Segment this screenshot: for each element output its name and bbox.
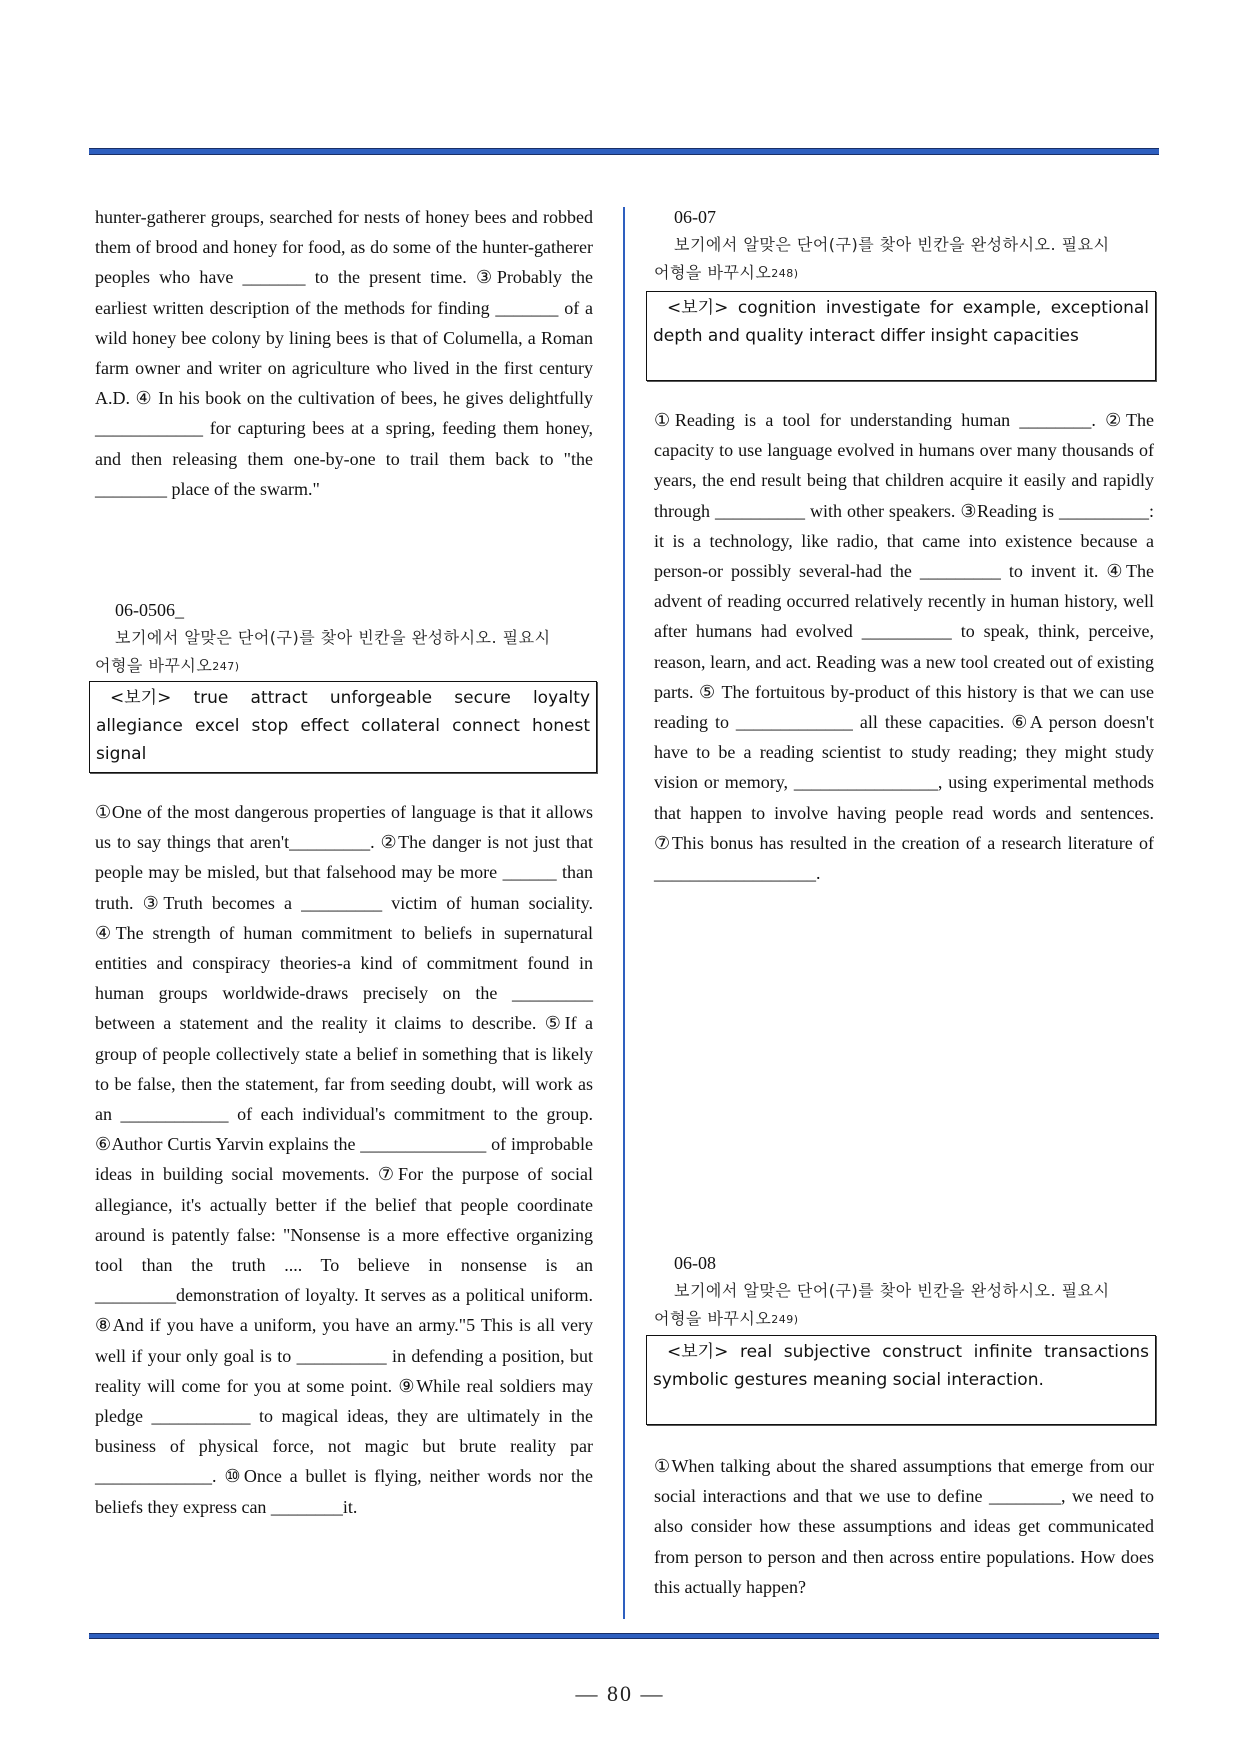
footnote-ref: 248) (771, 267, 799, 280)
word-bank-label: <보기> (667, 298, 729, 318)
passage-text: ①One of the most dangerous properties of language is that it allows us to say things that aren't_________. ②The danger is not just that people may be misled, but that falsehood may be more ______ than truth. ③Truth becomes a _________ victim of human sociality. ④The strength of human commitment to beliefs in supernatural entities and conspiracy theories-a kind of commitment found in human groups worldwide-draws precisely on the _________ between a statement and the reality it claims to describe. ⑤If a group of people collectively state a belief in something that is likely to be false, then the statement, far from seeding doubt, will work as an ____________ of each individual's commitment to the group. ⑥Author Curtis Yarvin explains the ______________ of improbable ideas in building social movements. ⑦For the purpose of social allegiance, it's actually better if the belief that people coordinate around is patently false: "Nonsense is a more effective organizing tool than the truth .... To believe in nonsense is an _________demonstration of loyalty. It serves as a political uniform. ⑧And if you have a uniform, you have an army."5 This is all very well if your only goal is to __________ in defending a position, but reality will come for you at some point. ⑨While real soldiers may pledge ___________ to magical ideas, they are ultimately in the business of physical force, not magic but brute reality par _____________. ⑩Once a bullet is flying, neither words nor the beliefs they express can ________it. (95, 802, 593, 1517)
footnote-ref: 247) (212, 660, 240, 673)
word-bank-box (646, 1335, 1156, 1425)
question-instruction: 보기에서 알맞은 단어(구)를 찾아 빈칸을 완성하시오. 필요시 어형을 바꾸시오$^{247)}$ (95, 628, 551, 675)
word-bank-words: real subjective construct infinite transactions symbolic gestures meaning social interaction. (653, 1342, 1149, 1390)
question-number: 06-0506_ (115, 600, 184, 620)
header-rule (89, 148, 1159, 155)
passage-intro: hunter-gatherer groups, searched for nests of honey bees and robbed them of brood and honey for food, as do some of the hunter-gatherer peoples who have _______ to the present time. ③Probably the earliest written description of the methods for finding _______ of a wild honey bee colony by lining bees is that of Columella, a Roman farm owner and writer on agriculture who lived in the first century A.D. ④ In his book on the cultivation of bees, he gives delightfully ____________ for capturing bees at a spring, feeding them honey, and then releasing them one-by-one to trail them back to "the ________ place of the swarm." (95, 207, 593, 499)
question-instruction: 보기에서 알맞은 단어(구)를 찾아 빈칸을 완성하시오. 필요시 어형을 바꾸시오$^{248)}$ (654, 235, 1110, 282)
passage-06-0506 (95, 797, 593, 1522)
footer-rule (89, 1633, 1159, 1639)
word-bank-words: cognition investigate for example, exceptional depth and quality interact differ insight capacities (653, 298, 1150, 346)
passage-text: ①Reading is a tool for understanding human ________. ②The capacity to use language evolved in humans over many thousands of years, the end result being that children acquire it easily and rapidly through __________ with other speakers. ③Reading is __________: it is a technology, like radio, that came into existence because a person-or possibly several-had the _________ to invent it. ④The advent of reading occurred relatively recently in human history, well after humans had evolved __________ to speak, think, perceive, reason, learn, and act. Reading was a new tool created out of existing parts. ⑤ The fortuitous by-product of this history is that we can use reading to _____________ all these capacities. ⑥A person doesn't have to be a reading scientist to study reading; they might study vision or memory, ________________, using experimental methods that happen to involve having people read words and sentences. ⑦This bonus has resulted in the creation of a research literature of __________________. (654, 410, 1154, 884)
column-divider (623, 207, 625, 1619)
question-number: 06-08 (674, 1253, 716, 1273)
question-number: 06-07 (674, 207, 716, 227)
question-06-08 (654, 1249, 1154, 1335)
passage-06-08 (654, 1451, 1154, 1602)
question-06-0506 (95, 596, 593, 682)
page-number: — 80 — (575, 1681, 665, 1706)
word-bank-label: <보기> (110, 688, 172, 708)
question-06-07 (654, 203, 1154, 289)
passage-06-07 (654, 405, 1154, 888)
word-bank-box (646, 291, 1156, 381)
passage-text: ①When talking about the shared assumptions that emerge from our social interactions and that we use to define ________, we need to also consider how these assumptions and ideas get communicated from person to person and then across entire populations. How does this actually happen? (654, 1456, 1154, 1597)
left-column (95, 202, 593, 504)
question-instruction: 보기에서 알맞은 단어(구)를 찾아 빈칸을 완성하시오. 필요시 어형을 바꾸시오$^{249)}$ (654, 1281, 1110, 1328)
footnote-ref: 249) (771, 1313, 799, 1326)
word-bank-box (89, 681, 597, 773)
word-bank-words: true attract unforgeable secure loyalty allegiance excel stop effect collateral connect honest signal (96, 688, 590, 764)
word-bank-label: <보기> (667, 1342, 729, 1362)
